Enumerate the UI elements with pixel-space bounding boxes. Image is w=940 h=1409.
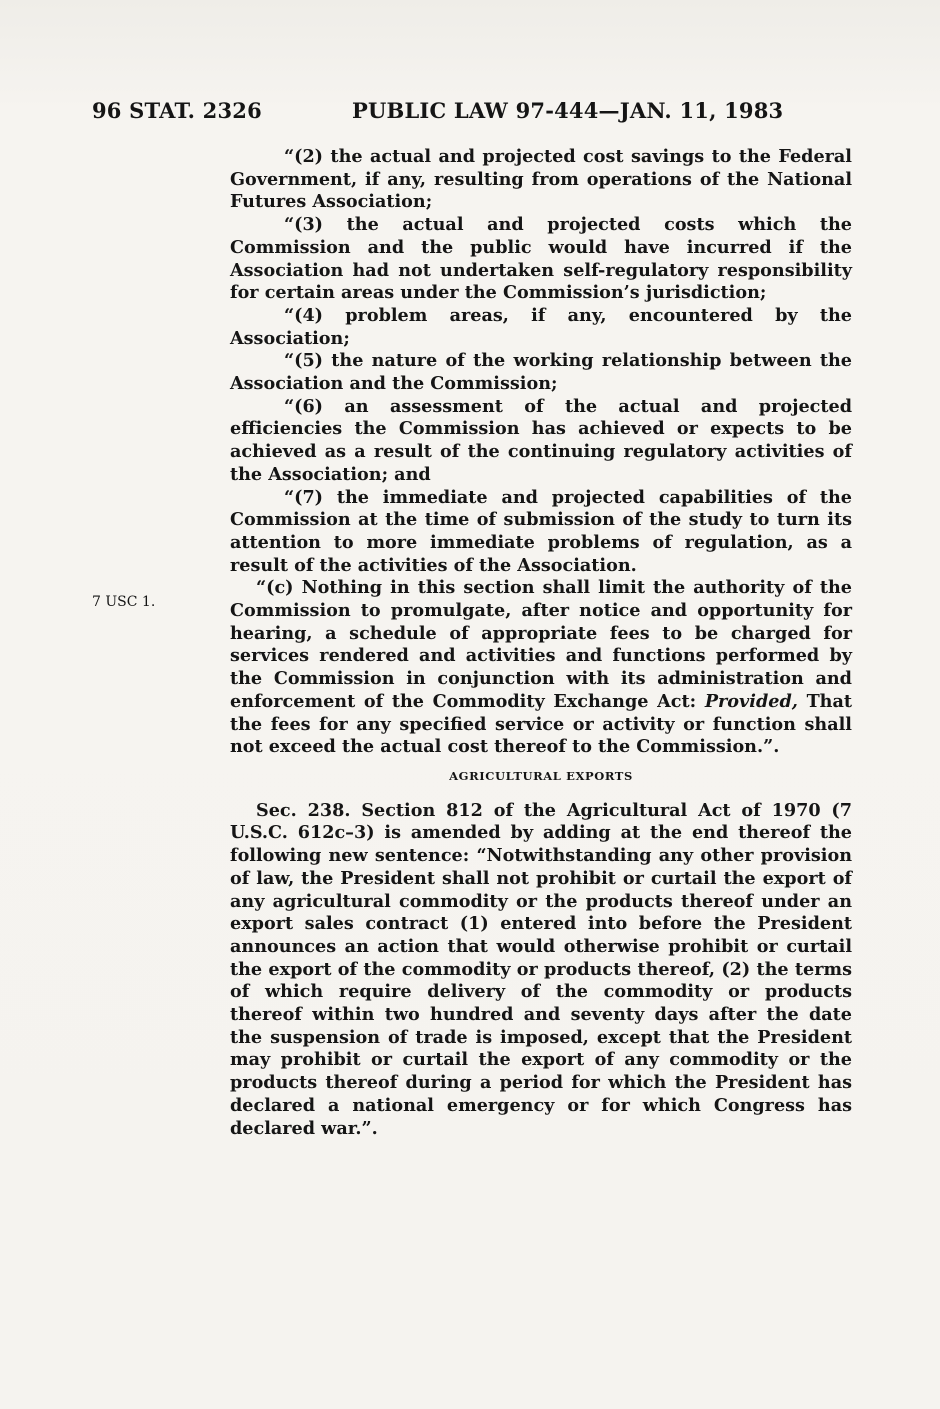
page-header-stat: 96 STAT. 2326 bbox=[92, 98, 262, 123]
paragraph-5: “(5) the nature of the working relationship between the Association and the Commission; bbox=[230, 350, 852, 395]
paragraph-c-text-a: “(c) Nothing in this section shall limit the authority of the Commission to promulgate, after notice and opportunity for hearing, a schedule of appropriate fees to be charged for services rendered and activities and functions performed by the Commission in conjunction with its administration and enforcement of the Commodity Exchange Act: bbox=[230, 577, 852, 712]
body-text bbox=[230, 146, 852, 1140]
section-heading: AGRICULTURAL EXPORTS bbox=[449, 768, 633, 783]
page-header-title: PUBLIC LAW 97-444—JAN. 11, 1983 bbox=[352, 98, 784, 123]
paragraph-c-text-b: That the fees for any specified service or activity or function shall not exceed the actual cost thereof to the Commission.”. bbox=[230, 690, 852, 758]
paragraph-7: “(7) the immediate and projected capabilities of the Commission at the time of submission of the study to turn its attention to more immediate problems of regulation, as a result of the activities of the Association. bbox=[230, 486, 852, 576]
paragraph-c bbox=[230, 577, 852, 759]
paragraph-6: “(6) an assessment of the actual and projected efficiencies the Commission has achieved or expects to be achieved as a result of the continuing regulatory activities of the Association; and bbox=[230, 395, 852, 485]
section-text: Section 812 of the Agricultural Act of 1970 (7 U.S.C. 612c–3) is amended by adding at the end thereof the following new sentence: “Notwithstanding any other provision of law, the President shall not prohibit or curtail the export of any agricultural commodity or the products thereof under an export sales contract (1) entered into before the President announces an action that would otherwise prohibit or curtail the export of the commodity or products thereof, (2) the terms of which require delivery of the commodity or products thereof within two hundred and seventy days after the date the suspension of trade is imposed, except that the President may prohibit or curtail the export of any commodity or the products thereof during a period for which the President has declared a national emergency or for which Congress has declared war.”. bbox=[230, 799, 852, 1139]
margin-note-citation: 7 USC 1. bbox=[92, 594, 156, 610]
paragraph-c-provided: Provided, bbox=[704, 690, 798, 712]
section-238 bbox=[230, 800, 852, 1141]
paragraph-4: “(4) problem areas, if any, encountered by the Association; bbox=[230, 304, 852, 349]
section-label: Sec. 238. bbox=[256, 799, 351, 821]
paragraph-3: “(3) the actual and projected costs which the Commission and the public would have incurred if the Association had not undertaken self-regulatory responsibility for certain areas under the Commission’s jurisdiction; bbox=[230, 214, 852, 304]
paragraph-2: “(2) the actual and projected cost savings to the Federal Government, if any, resulting from operations of the National Futures Association; bbox=[230, 146, 852, 213]
